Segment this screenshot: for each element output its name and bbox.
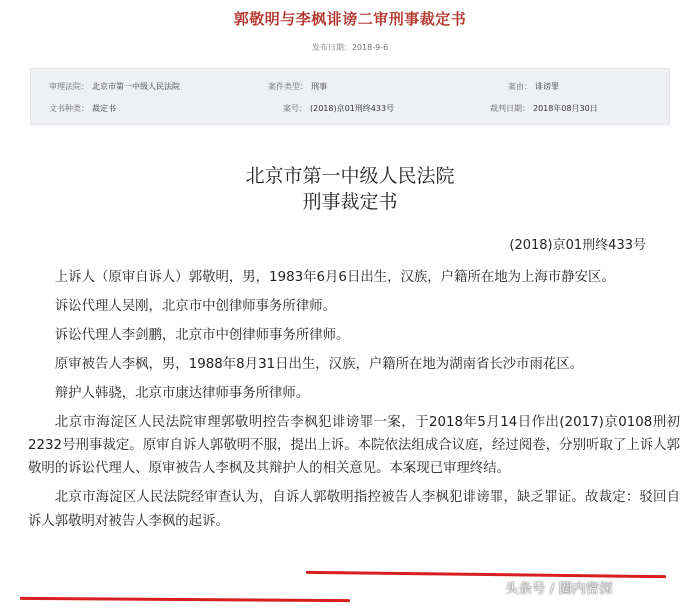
case-number: (2018)京01刑终433号 [509, 238, 646, 253]
meta-judgment-date: 裁判日期： 2018年08月30日 [490, 104, 598, 113]
paragraph-defender: 辩护人韩骁，北京市康达律师事务所律师。 [54, 385, 310, 401]
meta-case-type: 案件类型： 刑事 [268, 82, 327, 91]
publish-date: 发布日期：2018-9-6 [311, 43, 389, 52]
meta-row [31, 103, 669, 117]
court-name: 北京市第一中级人民法院 [245, 165, 455, 187]
meta-case-number: 案号： (2018)京01刑终433号 [283, 104, 395, 113]
meta-row [31, 81, 669, 95]
case-meta-panel [30, 68, 670, 125]
meta-cause: 案由： 诽谤罪 [508, 82, 559, 91]
paragraph-agent-1: 诉讼代理人吴刚，北京市中创律师事务所律师。 [54, 298, 336, 314]
meta-doc-kind: 文书种类： 裁定书 [49, 104, 116, 113]
meta-court: 审理法院： 北京市第一中级人民法院 [49, 82, 180, 91]
paragraph-appellant: 上诉人（原审自诉人）郭敬明，男，1983年6月6日出生，汉族，户籍所在地为上海市静安区。 [54, 270, 615, 285]
page-title: 郭敬明与李枫诽谤二审刑事裁定书 [233, 10, 467, 28]
paragraph-procedure: 北京市海淀区人民法院审理郭敬明控告李枫犯诽谤罪一案，于2018年5月14日作出(2017)京0108刑初2232号刑事裁定。原审自诉人郭敬明不服，提出上诉。本院依法组成合议庭，经过阅卷，分别听取了上诉人郭敬明的诉讼代理人、原审被告人李枫及其辩护人的相关意见。本案现已审理终结。 [28, 414, 680, 477]
document-type: 刑事裁定书 [302, 191, 398, 213]
paragraph-ruling: 北京市海淀区人民法院经审查认为，自诉人郭敬明指控被告人李枫犯诽谤罪，缺乏罪证。故裁定：驳回自诉人郭敬明对被告人李枫的起诉。 [28, 490, 680, 529]
paragraph-agent-2: 诉讼代理人李剑鹏，北京市中创律师事务所律师。 [54, 327, 350, 343]
document-body [28, 266, 680, 533]
paragraph-defendant: 原审被告人李枫，男，1988年8月31日出生，汉族，户籍所在地为湖南省长沙市雨花区。 [54, 356, 584, 372]
watermark: 头条号 / 圈内密探 [505, 581, 613, 597]
red-underline [20, 597, 350, 602]
